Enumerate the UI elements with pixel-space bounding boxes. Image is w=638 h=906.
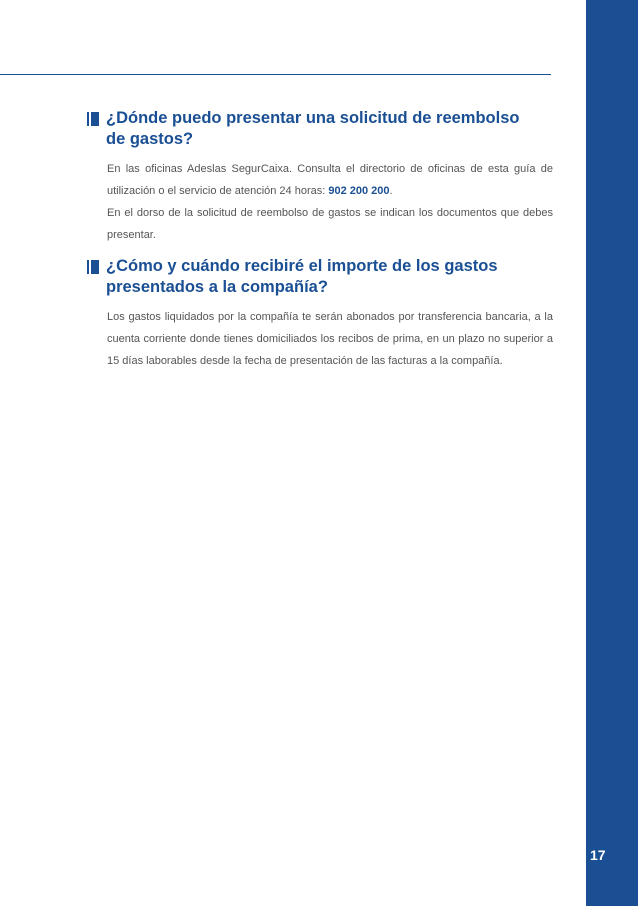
paragraph-text-2: En el dorso de la solicitud de reembolso de gastos se indican los documentos que debes presentar. — [107, 207, 553, 241]
page-number: 17 — [590, 847, 606, 863]
heading-line-1: ¿Dónde puedo presentar una solicitud de reembolso — [106, 109, 520, 127]
side-color-band — [586, 0, 638, 906]
section-reimbursement-where — [87, 108, 553, 246]
header-rule — [0, 74, 551, 75]
section-heading — [106, 108, 553, 150]
section-heading-row — [87, 108, 553, 150]
heading-line-1: ¿Cómo y cuándo recibiré el importe de los gastos — [106, 257, 498, 275]
section-reimbursement-when — [87, 256, 553, 372]
heading-line-2: de gastos? — [106, 130, 194, 148]
section-paragraph — [107, 158, 553, 246]
heading-line-2: presentados a la compañía? — [106, 278, 328, 296]
phone-number: 902 200 200 — [328, 185, 390, 197]
paragraph-text-end: . — [389, 185, 393, 197]
paragraph-text: En las oficinas Adeslas SegurCaixa. Consulta el directorio de oficinas de esta guía de utilización o el servicio de atención 24 horas: — [107, 163, 553, 197]
section-paragraph: Los gastos liquidados por la compañía te serán abonados por transferencia bancaria, a la cuenta corriente donde tienes domiciliados los recibos de prima, en un plazo no superior a 15 días laborables desde la fecha de presentación de las facturas a la compañía. — [107, 311, 553, 367]
section-marker-icon — [87, 112, 101, 126]
section-heading — [106, 256, 553, 298]
section-marker-icon — [87, 260, 101, 274]
section-heading-row — [87, 256, 553, 298]
